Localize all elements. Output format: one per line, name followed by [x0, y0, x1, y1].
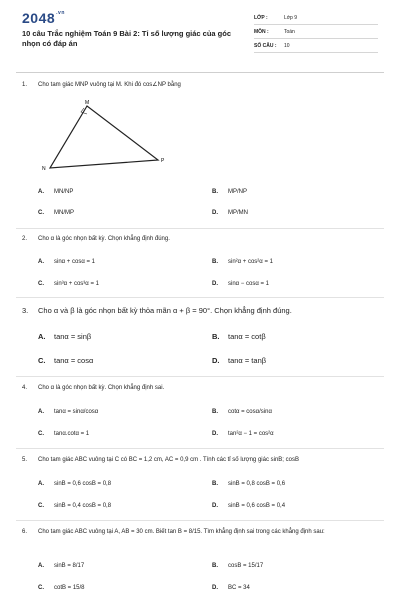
question-text: Cho α và β là góc nhọn bất kỳ thỏa mãn α + β = 90°. Chọn khẳng định đúng.: [38, 306, 292, 315]
option-text: sin³α + cos³α = 1: [54, 281, 99, 287]
option-a[interactable]: [38, 408, 98, 416]
question-number: 4.: [22, 385, 28, 391]
option-letter: B.: [212, 332, 220, 341]
option-text: sinB = 0,4 cosB = 0,8: [54, 503, 112, 509]
option-d[interactable]: [212, 584, 250, 592]
vertex-m: M: [85, 100, 90, 106]
question-number: 5.: [22, 457, 28, 463]
option-letter: D.: [212, 210, 218, 216]
meta-value: 10: [284, 43, 290, 49]
option-letter: A.: [38, 481, 44, 487]
option-text: tanα = cosα: [54, 356, 94, 365]
document-title: 10 câu Trắc nghiệm Toán 9 Bài 2: Tỉ số lượng giác của góc nhọn có đáp án: [22, 29, 232, 48]
question-text: Cho tam giác MNP vuông tại M. Khi đó cos∠NP bằng: [38, 82, 181, 88]
option-letter: C.: [38, 356, 46, 365]
question-divider: [16, 448, 384, 449]
option-a[interactable]: [38, 333, 91, 341]
meta-row-count: [254, 41, 378, 53]
triangle-figure: [40, 96, 170, 176]
option-text: MN/NP: [54, 189, 74, 195]
option-letter: A.: [38, 409, 44, 415]
option-a[interactable]: [38, 562, 84, 570]
meta-row-class: [254, 13, 378, 25]
question-divider: [16, 228, 384, 229]
option-letter: B.: [212, 189, 218, 195]
option-d[interactable]: [212, 430, 274, 438]
option-text: tan²α − 1 = cos²α: [228, 431, 274, 437]
option-a[interactable]: [38, 480, 111, 488]
option-b[interactable]: [212, 258, 273, 266]
meta-value: Toán: [284, 29, 295, 35]
question-1: [22, 81, 358, 90]
option-letter: B.: [212, 481, 218, 487]
option-letter: B.: [212, 259, 218, 265]
option-letter: D.: [212, 356, 220, 365]
question-text: Cho tam giác ABC vuông tại A, AB = 30 cm. Biết tan B = 8/15. Tìm khẳng định sai trong các khẳng định sau:: [38, 529, 325, 535]
option-letter: B.: [212, 563, 218, 569]
option-letter: C.: [38, 503, 44, 509]
option-letter: D.: [212, 585, 218, 591]
option-text: tanα = cotβ: [228, 332, 266, 341]
option-text: cotB = 15/8: [54, 585, 85, 591]
option-text: cotα = cosα/sinα: [228, 409, 272, 415]
option-text: tanα = tanβ: [228, 356, 267, 365]
question-divider: [16, 520, 384, 521]
option-d[interactable]: [212, 357, 266, 365]
option-text: sinα + cosα = 1: [54, 259, 95, 265]
option-text: tanα = sinβ: [54, 332, 92, 341]
option-text: MP/NP: [228, 189, 248, 195]
option-d[interactable]: [212, 280, 269, 288]
header-divider: [16, 72, 384, 73]
option-text: BC = 34: [228, 585, 250, 591]
option-letter: C.: [38, 210, 44, 216]
vertex-p: P: [161, 158, 165, 164]
option-letter: A.: [38, 332, 46, 341]
question-text: Cho α là góc nhọn bất kỳ. Chọn khẳng định sai.: [38, 385, 165, 391]
question-number: 1.: [22, 82, 28, 88]
option-a[interactable]: [38, 188, 73, 196]
question-4: [22, 384, 358, 393]
question-number: 6.: [22, 529, 28, 535]
meta-label: LỚP :: [254, 15, 268, 21]
option-letter: A.: [38, 189, 44, 195]
option-c[interactable]: [38, 584, 85, 592]
meta-label: SỐ CÂU :: [254, 43, 277, 49]
option-text: sin²α + cos²α = 1: [228, 259, 273, 265]
option-text: tanα.cotα = 1: [54, 431, 90, 437]
option-text: MN/MP: [54, 210, 74, 216]
option-text: tanα = sinα/cosα: [54, 409, 99, 415]
meta-label: MÔN :: [254, 29, 269, 35]
option-letter: C.: [38, 281, 44, 287]
option-letter: C.: [38, 585, 44, 591]
question-2: [22, 235, 358, 244]
question-divider: [16, 297, 384, 298]
question-3: [22, 306, 358, 315]
option-d[interactable]: [212, 209, 248, 217]
option-letter: D.: [212, 431, 218, 437]
question-text: Cho tam giác ABC vuông tại C có BC = 1,2 cm, AC = 0,9 cm . Tính các tỉ số lượng giác sinB; cosB: [38, 457, 299, 463]
option-d[interactable]: [212, 502, 285, 510]
option-letter: D.: [212, 503, 218, 509]
question-number: 3.: [22, 306, 29, 315]
question-text: Cho α là góc nhọn bất kỳ. Chọn khẳng định đúng.: [38, 236, 170, 242]
meta-info: [254, 13, 378, 55]
option-letter: C.: [38, 431, 44, 437]
option-b[interactable]: [212, 480, 285, 488]
site-logo[interactable]: [22, 10, 65, 26]
option-c[interactable]: [38, 357, 93, 365]
meta-row-subject: [254, 27, 378, 39]
option-b[interactable]: [212, 562, 263, 570]
option-letter: B.: [212, 409, 218, 415]
option-letter: D.: [212, 281, 218, 287]
option-text: sinα − cosα = 1: [228, 281, 269, 287]
option-c[interactable]: [38, 209, 74, 217]
option-text: sinB = 8/17: [54, 563, 85, 569]
option-letter: A.: [38, 563, 44, 569]
meta-value: Lớp 9: [284, 15, 298, 21]
option-text: sinB = 0,6 cosB = 0,4: [228, 503, 286, 509]
option-c[interactable]: [38, 280, 99, 288]
question-number: 2.: [22, 236, 28, 242]
question-divider: [16, 376, 384, 377]
option-text: cosB = 15/17: [228, 563, 264, 569]
option-letter: A.: [38, 259, 44, 265]
option-b[interactable]: [212, 408, 272, 416]
question-5: [22, 456, 358, 465]
logo-suffix: .vn: [56, 10, 65, 16]
option-text: sinB = 0,6 cosB = 0,8: [54, 481, 112, 487]
logo-text: 2048: [22, 10, 56, 26]
option-b[interactable]: [212, 333, 266, 341]
document-header: [0, 0, 400, 64]
question-6: [22, 528, 358, 537]
option-c[interactable]: [38, 502, 111, 510]
vertex-n: N: [42, 166, 46, 172]
option-text: MP/MN: [228, 210, 248, 216]
option-c[interactable]: [38, 430, 89, 438]
triangle-shape: [50, 106, 158, 168]
option-b[interactable]: [212, 188, 247, 196]
option-a[interactable]: [38, 258, 95, 266]
option-text: sinB = 0,8 cosB = 0,6: [228, 481, 286, 487]
